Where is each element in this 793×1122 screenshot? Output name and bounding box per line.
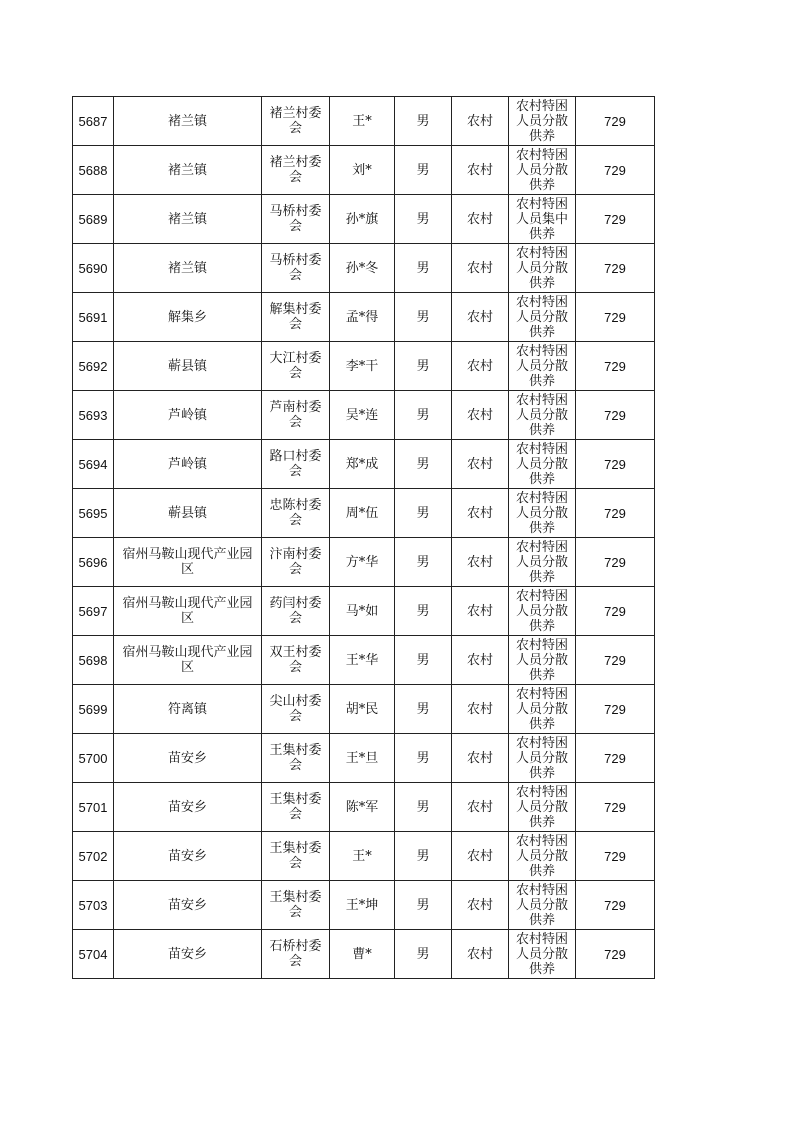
cell-support-type: 农村特困人员分散供养	[509, 930, 576, 979]
cell-gender: 男	[395, 587, 452, 636]
cell-name: 王*华	[330, 636, 395, 685]
cell-village: 褚兰村委会	[262, 146, 330, 195]
cell-name: 曹*	[330, 930, 395, 979]
cell-area: 农村	[452, 538, 509, 587]
cell-town: 芦岭镇	[114, 391, 262, 440]
cell-village: 王集村委会	[262, 881, 330, 930]
cell-gender: 男	[395, 146, 452, 195]
cell-area: 农村	[452, 636, 509, 685]
table-row	[73, 489, 655, 538]
cell-amount: 729	[576, 293, 655, 342]
cell-amount: 729	[576, 97, 655, 146]
cell-village: 石桥村委会	[262, 930, 330, 979]
cell-area: 农村	[452, 342, 509, 391]
cell-town: 芦岭镇	[114, 440, 262, 489]
table-row	[73, 440, 655, 489]
cell-gender: 男	[395, 832, 452, 881]
cell-town: 褚兰镇	[114, 146, 262, 195]
cell-support-type: 农村特困人员分散供养	[509, 293, 576, 342]
cell-name: 吴*连	[330, 391, 395, 440]
cell-area: 农村	[452, 489, 509, 538]
table-row	[73, 783, 655, 832]
cell-name: 马*如	[330, 587, 395, 636]
cell-area: 农村	[452, 832, 509, 881]
cell-id: 5689	[73, 195, 114, 244]
cell-amount: 729	[576, 489, 655, 538]
table-row	[73, 244, 655, 293]
cell-support-type: 农村特困人员分散供养	[509, 244, 576, 293]
cell-support-type: 农村特困人员分散供养	[509, 391, 576, 440]
table-row	[73, 538, 655, 587]
cell-town: 宿州马鞍山现代产业园区	[114, 636, 262, 685]
table-row	[73, 146, 655, 195]
cell-support-type: 农村特困人员分散供养	[509, 783, 576, 832]
cell-support-type: 农村特困人员分散供养	[509, 538, 576, 587]
cell-area: 农村	[452, 881, 509, 930]
cell-name: 王*坤	[330, 881, 395, 930]
cell-id: 5701	[73, 783, 114, 832]
cell-id: 5697	[73, 587, 114, 636]
cell-id: 5687	[73, 97, 114, 146]
cell-gender: 男	[395, 538, 452, 587]
cell-town: 苗安乡	[114, 930, 262, 979]
cell-town: 苗安乡	[114, 734, 262, 783]
cell-area: 农村	[452, 97, 509, 146]
cell-id: 5699	[73, 685, 114, 734]
cell-town: 苗安乡	[114, 783, 262, 832]
cell-amount: 729	[576, 342, 655, 391]
cell-village: 马桥村委会	[262, 195, 330, 244]
cell-amount: 729	[576, 881, 655, 930]
cell-town: 蕲县镇	[114, 489, 262, 538]
cell-town: 宿州马鞍山现代产业园区	[114, 587, 262, 636]
cell-town: 褚兰镇	[114, 244, 262, 293]
cell-name: 周*伍	[330, 489, 395, 538]
cell-id: 5703	[73, 881, 114, 930]
table-row	[73, 391, 655, 440]
cell-gender: 男	[395, 489, 452, 538]
table-row	[73, 195, 655, 244]
cell-name: 李*干	[330, 342, 395, 391]
cell-amount: 729	[576, 587, 655, 636]
cell-area: 农村	[452, 930, 509, 979]
table-row	[73, 881, 655, 930]
cell-village: 芦南村委会	[262, 391, 330, 440]
cell-id: 5691	[73, 293, 114, 342]
cell-village: 王集村委会	[262, 783, 330, 832]
cell-gender: 男	[395, 930, 452, 979]
table-row	[73, 685, 655, 734]
cell-town: 蕲县镇	[114, 342, 262, 391]
cell-name: 孙*冬	[330, 244, 395, 293]
cell-support-type: 农村特困人员分散供养	[509, 587, 576, 636]
cell-town: 宿州马鞍山现代产业园区	[114, 538, 262, 587]
cell-support-type: 农村特困人员分散供养	[509, 342, 576, 391]
table-row	[73, 832, 655, 881]
cell-village: 褚兰村委会	[262, 97, 330, 146]
table-row	[73, 342, 655, 391]
cell-id: 5692	[73, 342, 114, 391]
cell-village: 王集村委会	[262, 734, 330, 783]
cell-amount: 729	[576, 734, 655, 783]
cell-gender: 男	[395, 391, 452, 440]
cell-support-type: 农村特困人员集中供养	[509, 195, 576, 244]
cell-town: 褚兰镇	[114, 195, 262, 244]
roster-body	[73, 97, 655, 979]
cell-village: 汴南村委会	[262, 538, 330, 587]
cell-name: 王*	[330, 97, 395, 146]
cell-id: 5700	[73, 734, 114, 783]
table-row	[73, 293, 655, 342]
cell-name: 王*旦	[330, 734, 395, 783]
cell-support-type: 农村特困人员分散供养	[509, 881, 576, 930]
cell-town: 苗安乡	[114, 832, 262, 881]
cell-gender: 男	[395, 881, 452, 930]
cell-support-type: 农村特困人员分散供养	[509, 146, 576, 195]
cell-area: 农村	[452, 734, 509, 783]
table-row	[73, 734, 655, 783]
table-row	[73, 97, 655, 146]
cell-village: 解集村委会	[262, 293, 330, 342]
cell-gender: 男	[395, 342, 452, 391]
cell-area: 农村	[452, 244, 509, 293]
cell-name: 孙*旗	[330, 195, 395, 244]
cell-name: 刘*	[330, 146, 395, 195]
cell-area: 农村	[452, 195, 509, 244]
cell-amount: 729	[576, 832, 655, 881]
cell-village: 药闫村委会	[262, 587, 330, 636]
cell-id: 5704	[73, 930, 114, 979]
cell-name: 王*	[330, 832, 395, 881]
cell-support-type: 农村特困人员分散供养	[509, 734, 576, 783]
cell-amount: 729	[576, 930, 655, 979]
table-row	[73, 636, 655, 685]
cell-amount: 729	[576, 685, 655, 734]
cell-id: 5695	[73, 489, 114, 538]
cell-town: 符离镇	[114, 685, 262, 734]
cell-id: 5688	[73, 146, 114, 195]
cell-name: 郑*成	[330, 440, 395, 489]
cell-gender: 男	[395, 685, 452, 734]
cell-name: 胡*民	[330, 685, 395, 734]
cell-area: 农村	[452, 783, 509, 832]
cell-amount: 729	[576, 636, 655, 685]
cell-support-type: 农村特困人员分散供养	[509, 440, 576, 489]
cell-amount: 729	[576, 538, 655, 587]
cell-id: 5698	[73, 636, 114, 685]
cell-area: 农村	[452, 391, 509, 440]
cell-id: 5693	[73, 391, 114, 440]
cell-amount: 729	[576, 244, 655, 293]
table-row	[73, 930, 655, 979]
cell-support-type: 农村特困人员分散供养	[509, 832, 576, 881]
cell-village: 马桥村委会	[262, 244, 330, 293]
cell-name: 孟*得	[330, 293, 395, 342]
roster-table	[72, 96, 655, 979]
cell-support-type: 农村特困人员分散供养	[509, 97, 576, 146]
cell-village: 王集村委会	[262, 832, 330, 881]
cell-amount: 729	[576, 783, 655, 832]
cell-gender: 男	[395, 440, 452, 489]
cell-id: 5702	[73, 832, 114, 881]
cell-area: 农村	[452, 293, 509, 342]
cell-village: 忠陈村委会	[262, 489, 330, 538]
cell-amount: 729	[576, 440, 655, 489]
cell-amount: 729	[576, 391, 655, 440]
cell-gender: 男	[395, 636, 452, 685]
cell-gender: 男	[395, 734, 452, 783]
cell-area: 农村	[452, 587, 509, 636]
cell-support-type: 农村特困人员分散供养	[509, 636, 576, 685]
cell-gender: 男	[395, 195, 452, 244]
cell-id: 5696	[73, 538, 114, 587]
cell-village: 尖山村委会	[262, 685, 330, 734]
cell-town: 褚兰镇	[114, 97, 262, 146]
cell-gender: 男	[395, 783, 452, 832]
cell-area: 农村	[452, 685, 509, 734]
cell-gender: 男	[395, 244, 452, 293]
cell-town: 苗安乡	[114, 881, 262, 930]
cell-name: 陈*军	[330, 783, 395, 832]
cell-village: 大江村委会	[262, 342, 330, 391]
cell-village: 双王村委会	[262, 636, 330, 685]
cell-amount: 729	[576, 195, 655, 244]
cell-town: 解集乡	[114, 293, 262, 342]
cell-area: 农村	[452, 440, 509, 489]
cell-name: 方*华	[330, 538, 395, 587]
cell-amount: 729	[576, 146, 655, 195]
cell-village: 路口村委会	[262, 440, 330, 489]
cell-gender: 男	[395, 97, 452, 146]
table-row	[73, 587, 655, 636]
cell-gender: 男	[395, 293, 452, 342]
cell-support-type: 农村特困人员分散供养	[509, 489, 576, 538]
cell-area: 农村	[452, 146, 509, 195]
cell-support-type: 农村特困人员分散供养	[509, 685, 576, 734]
cell-id: 5694	[73, 440, 114, 489]
cell-id: 5690	[73, 244, 114, 293]
